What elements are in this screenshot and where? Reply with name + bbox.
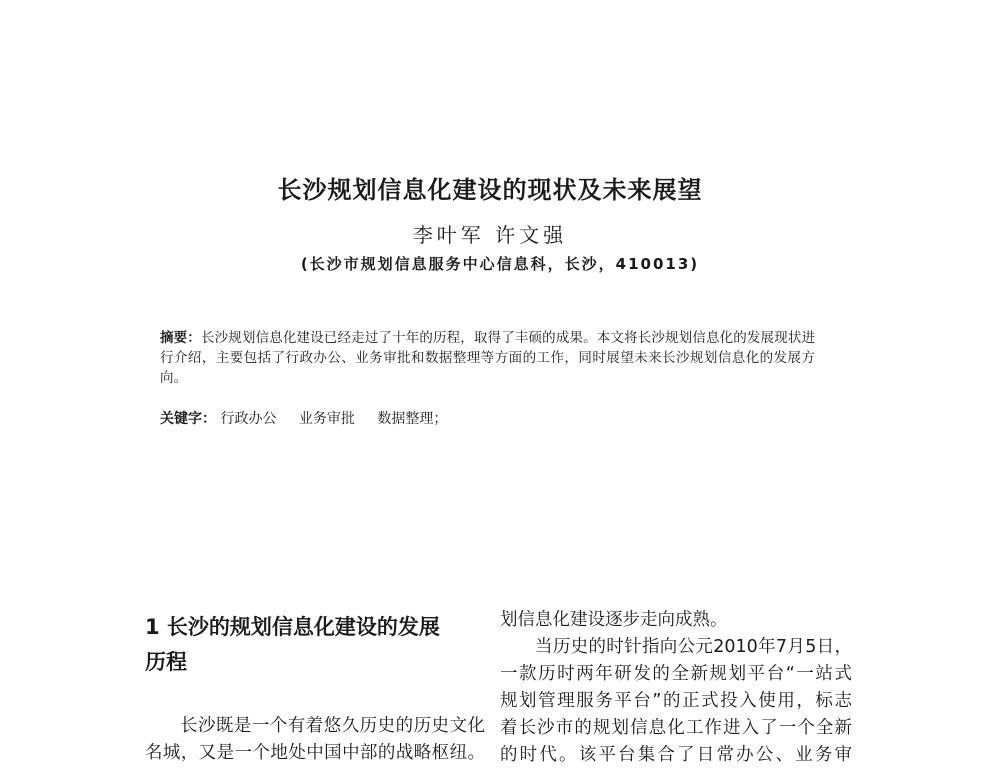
body-line: 规划管理服务平台”的正式投入使用，标志 [500,691,852,711]
abstract [160,328,815,388]
paper-title: 长沙规划信息化建设的现状及未来展望 [277,176,703,204]
keyword: 数据整理； [377,411,448,427]
body-line: 着长沙市的规划信息化工作进入了一个全新 [500,718,852,738]
abstract-text: 长沙规划信息化建设已经走过了十年的历程，取得了丰硕的成果。本文将长沙规划信息化的发展现状进行介绍，主要包括了行政办公、业务审批和数据整理等方面的工作，同时展望未来长沙规划信息化的发展方向。 [160,330,816,386]
keyword: 行政办公 [220,411,277,427]
authors: 李叶军 许文强 [412,223,568,247]
section-heading [145,610,440,680]
body-line: 名城，又是一个地处中国中部的战略枢纽。 [145,743,485,763]
body-line: 的时代。该平台集合了日常办公、业务审 [500,745,852,765]
section-heading-line: 1 长沙的规划信息化建设的发展 [145,615,440,639]
keywords [160,408,465,428]
body-line: 一款历时两年研发的全新规划平台“一站式 [500,664,852,684]
body-line: 划信息化建设逐步走向成熟。 [500,610,728,630]
body-line: 当历史的时针指向公元2010年7月5日， [535,637,852,657]
section-heading-line: 历程 [145,650,187,674]
right-column-text [500,607,852,769]
body-line: 长沙既是一个有着悠久历史的历史文化 [180,716,485,736]
abstract-label: 摘要： [160,330,201,346]
keywords-label: 关键字： [160,411,216,427]
keyword: 业务审批 [298,411,355,427]
affiliation: (长沙市规划信息服务中心信息科，长沙，410013) [300,255,700,273]
